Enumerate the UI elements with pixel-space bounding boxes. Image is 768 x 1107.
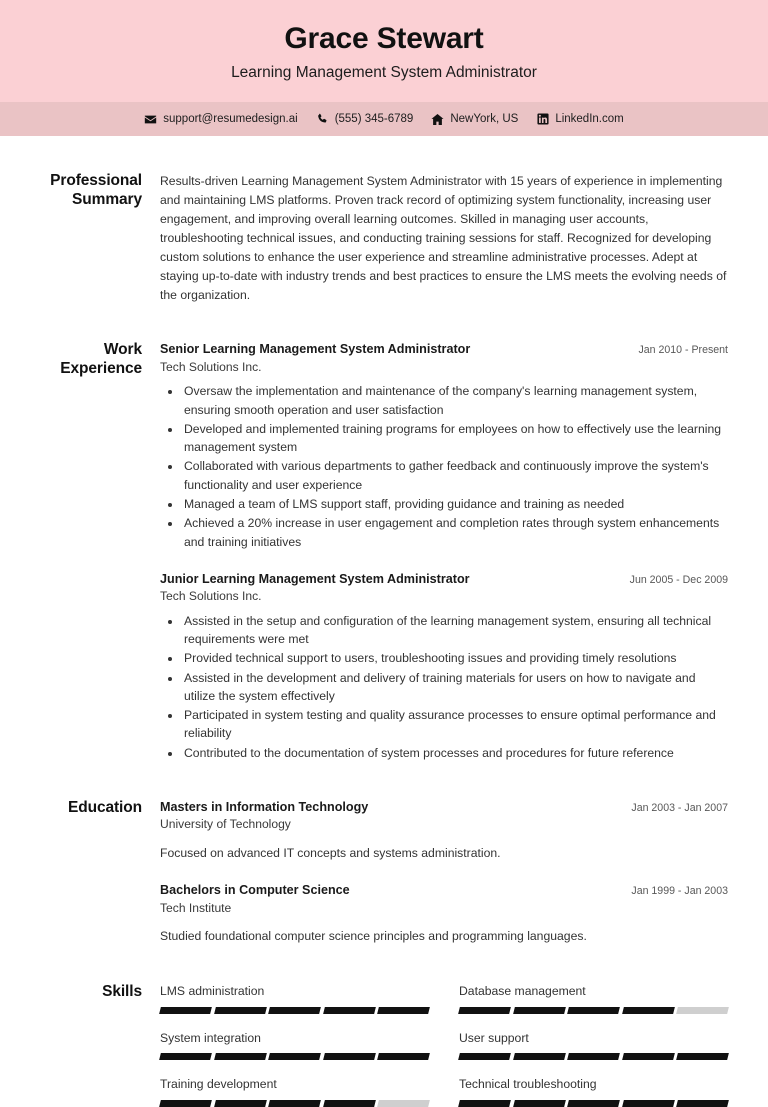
skill-level-segment	[677, 1007, 729, 1014]
section-label-summary: Professional Summary	[50, 172, 142, 209]
section-content-skills	[160, 983, 728, 1106]
experience-list	[160, 341, 728, 763]
experience-date-range: Jun 2005 - Dec 2009	[629, 573, 728, 586]
skill-level-segment	[622, 1053, 674, 1060]
education-date-range: Jan 1999 - Jan 2003	[631, 885, 728, 898]
skill-level-segment	[159, 1053, 211, 1060]
education-entry	[160, 882, 728, 945]
skill-level-segment	[677, 1100, 729, 1107]
contact-text: NewYork, US	[450, 113, 519, 126]
linkedin-icon	[536, 113, 549, 126]
contact-text: (555) 345-6789	[334, 113, 414, 126]
skill-level-segment	[323, 1100, 375, 1107]
experience-entry	[160, 341, 728, 550]
contact-text: support@resumedesign.ai	[163, 113, 298, 126]
skill-level-segment	[159, 1007, 211, 1014]
skill-level-segment	[513, 1007, 565, 1014]
experience-company: Tech Solutions Inc.	[160, 589, 262, 604]
skill-level-segment	[214, 1053, 266, 1060]
skill-level-segment	[513, 1100, 565, 1107]
experience-job-title: Senior Learning Management System Administrator	[160, 342, 471, 357]
skill-level-segment	[622, 1007, 674, 1014]
skill-level-segment	[567, 1053, 619, 1060]
skill-name: Technical troubleshooting	[459, 1077, 597, 1092]
skill-level-segment	[677, 1053, 729, 1060]
skill-level-segment	[214, 1007, 266, 1014]
skill-name: Training development	[160, 1077, 277, 1092]
contact-item[interactable]	[431, 113, 518, 126]
skill-level-bar	[160, 1007, 429, 1014]
experience-bullet-list	[160, 382, 728, 551]
contact-item[interactable]	[536, 113, 623, 126]
skill-level-segment	[378, 1053, 430, 1060]
section-education	[40, 799, 728, 945]
skill-level-bar	[160, 1100, 429, 1107]
contact-bar	[0, 102, 768, 136]
experience-entry	[160, 571, 728, 762]
experience-bullet: • Oversaw the implementation and maintenance of the company's learning management system, ensuring smooth operation and user satisfaction	[182, 382, 728, 419]
experience-date-range: Jan 2010 - Present	[638, 344, 728, 357]
skill-name: User support	[459, 1030, 529, 1045]
education-date-range: Jan 2003 - Jan 2007	[631, 802, 728, 815]
page-title: Grace Stewart	[284, 22, 484, 55]
experience-company: Tech Solutions Inc.	[160, 359, 262, 374]
contact-item[interactable]	[144, 113, 297, 126]
experience-bullet: • Contributed to the documentation of system processes and procedures for future reference	[182, 744, 728, 762]
experience-bullet: • Participated in system testing and quality assurance processes to ensure optimal performance and reliability	[182, 706, 728, 743]
skill-level-bar	[459, 1100, 728, 1107]
education-description: Studied foundational computer science principles and programming languages.	[160, 928, 587, 943]
skill-level-segment	[268, 1100, 320, 1107]
skill-name: LMS administration	[160, 984, 265, 999]
experience-bullet: • Managed a team of LMS support staff, providing guidance and training as needed	[182, 495, 728, 513]
skill-level-bar	[459, 1007, 728, 1014]
skill-level-segment	[458, 1053, 510, 1060]
section-label-education: Education	[67, 799, 142, 817]
education-description: Focused on advanced IT concepts and systems administration.	[160, 845, 501, 860]
skill-level-segment	[458, 1100, 510, 1107]
skill-level-segment	[159, 1100, 211, 1107]
skill-level-segment	[622, 1100, 674, 1107]
education-entry-head	[160, 882, 728, 898]
education-entry	[160, 799, 728, 862]
skill-level-segment	[214, 1100, 266, 1107]
skill-level-segment	[513, 1053, 565, 1060]
skill-name: Database management	[459, 984, 586, 999]
education-school: Tech Institute	[160, 900, 232, 915]
experience-bullet: • Collaborated with various departments to gather feedback and continuously improve the system's functionality and user experience	[182, 457, 728, 494]
skill-level-segment	[378, 1007, 430, 1014]
skill-level-bar	[459, 1053, 728, 1060]
education-degree: Bachelors in Computer Science	[160, 883, 350, 898]
skill-level-bar	[160, 1053, 429, 1060]
contact-item[interactable]	[316, 113, 414, 126]
experience-bullet-list	[160, 612, 728, 762]
section-content-summary	[160, 172, 728, 305]
experience-bullet: • Achieved a 20% increase in user engagement and completion rates through system enhancements and training initiatives	[182, 514, 728, 551]
section-label-skills: Skills	[102, 983, 142, 1001]
section-work-experience	[40, 341, 728, 763]
resume-body	[0, 172, 768, 1106]
skill-item	[160, 1030, 429, 1060]
education-list	[160, 799, 728, 945]
phone-icon	[316, 113, 329, 126]
contact-text: LinkedIn.com	[555, 113, 624, 126]
envelope-icon	[144, 113, 157, 126]
education-degree: Masters in Information Technology	[160, 800, 369, 815]
skill-item	[459, 983, 728, 1013]
experience-bullet: • Provided technical support to users, troubleshooting issues and providing timely resolutions	[182, 649, 728, 667]
skill-item	[160, 983, 429, 1013]
skill-item	[160, 1076, 429, 1106]
skill-level-segment	[323, 1053, 375, 1060]
experience-bullet: • Assisted in the setup and configuration of the learning management system, ensuring all technical requirements were met	[182, 612, 728, 649]
skill-item	[459, 1030, 728, 1060]
summary-text: Results-driven Learning Management System Administrator with 15 years of experience in implementing and maintaining LMS platforms. Proven track record of optimizing system functionality, increasing user engagement, and improving overall learning outcomes. Skilled in managing user accounts, troubleshooting technical issues, and conducting training sessions for staff. Recognized for developing custom solutions to enhance the user experience and streamline administrative processes. Adept at staying up-to-date with industry trends and best practices to ensure the LMS meets the evolving needs of the organization.	[160, 174, 727, 303]
section-skills	[40, 983, 728, 1106]
skill-name: System integration	[160, 1030, 261, 1045]
skill-level-segment	[378, 1100, 430, 1107]
home-icon	[431, 113, 444, 126]
section-label-experience: Work Experience	[60, 341, 142, 378]
education-entry-head	[160, 799, 728, 815]
job-title: Learning Management System Administrator	[231, 63, 537, 81]
section-professional-summary	[40, 172, 728, 305]
skill-level-segment	[268, 1053, 320, 1060]
skill-level-segment	[268, 1007, 320, 1014]
experience-entry-head	[160, 571, 728, 587]
skill-item	[459, 1076, 728, 1106]
resume-header-band	[0, 0, 768, 102]
experience-bullet: • Assisted in the development and delivery of training materials for users on how to navigate and utilize the system effectively	[182, 669, 728, 706]
experience-job-title: Junior Learning Management System Administrator	[160, 571, 470, 586]
education-school: University of Technology	[160, 817, 291, 832]
skill-level-segment	[567, 1007, 619, 1014]
skill-level-segment	[458, 1007, 510, 1014]
skills-grid	[160, 983, 728, 1106]
experience-bullet: • Developed and implemented training programs for employees on how to effectively use the learning management system	[182, 420, 728, 457]
skill-level-segment	[567, 1100, 619, 1107]
skill-level-segment	[323, 1007, 375, 1014]
experience-entry-head	[160, 341, 728, 357]
